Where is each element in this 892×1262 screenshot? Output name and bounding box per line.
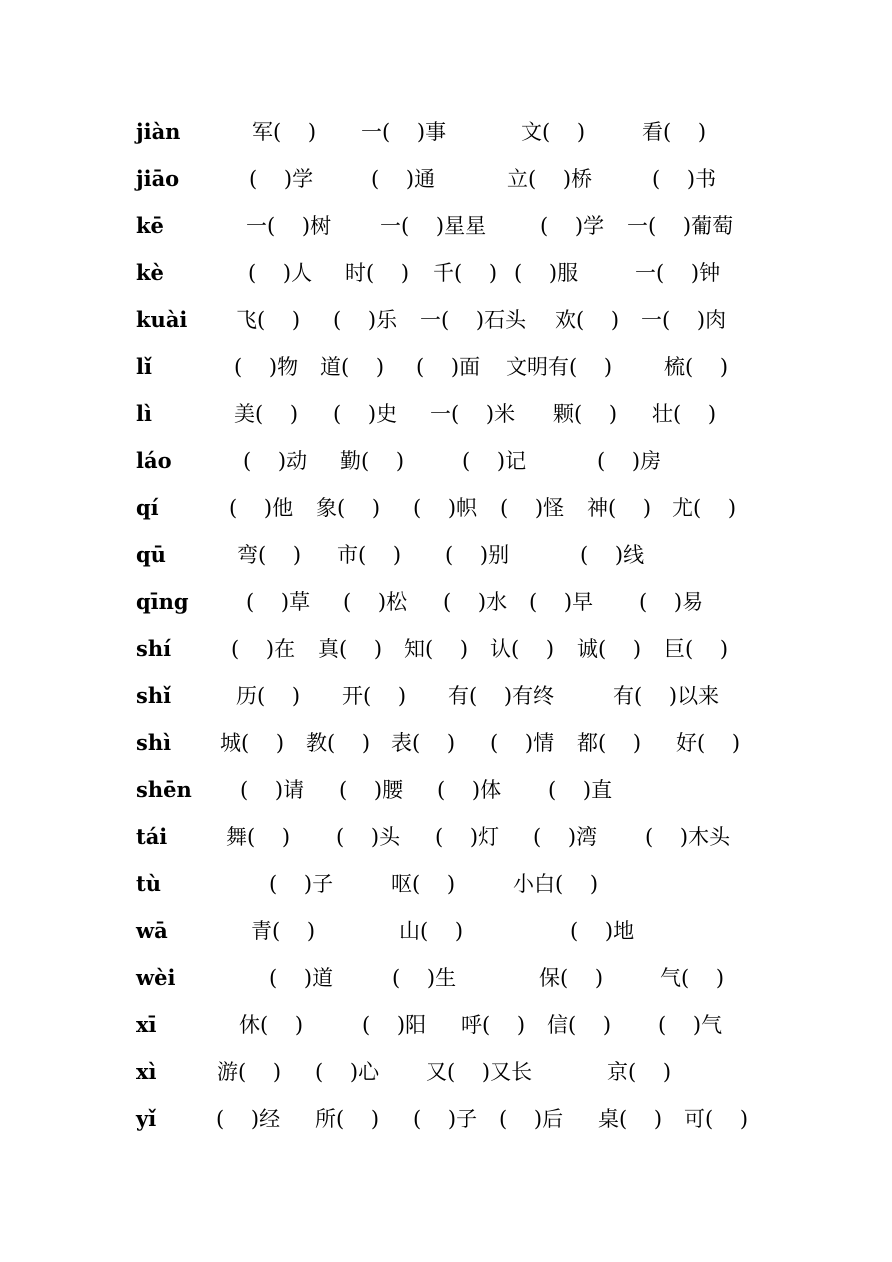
worksheet-row (0, 964, 892, 1011)
worksheet-row (0, 870, 892, 917)
fill-in-blank-item: 壮( ) (652, 402, 717, 426)
worksheet-row (0, 1105, 892, 1152)
pinyin-label: xì (136, 1059, 157, 1084)
pinyin-label: qīng (136, 589, 189, 614)
worksheet-row (0, 353, 892, 400)
fill-in-blank-item: 尤( ) (672, 496, 737, 520)
fill-in-blank-item: 青( ) (251, 919, 316, 943)
worksheet-row (0, 823, 892, 870)
fill-in-blank-item: 有( )以来 (613, 684, 720, 708)
fill-in-blank-item: 看( ) (642, 120, 707, 144)
fill-in-blank-item: ( )气 (658, 1013, 723, 1037)
fill-in-blank-item: ( )人 (248, 261, 313, 285)
fill-in-blank-item: 诚( ) (577, 637, 642, 661)
pinyin-label: shì (136, 730, 172, 755)
fill-in-blank-item: 欢( ) (555, 308, 620, 332)
pinyin-label: wèi (136, 965, 176, 990)
fill-in-blank-item: ( )木头 (645, 825, 731, 849)
pinyin-label: jiàn (136, 119, 181, 144)
fill-in-blank-item: ( )房 (597, 449, 662, 473)
worksheet-row (0, 541, 892, 588)
fill-in-blank-item: ( )草 (246, 590, 311, 614)
fill-in-blank-item: 神( ) (587, 496, 652, 520)
fill-in-blank-item: ( )在 (231, 637, 296, 661)
fill-in-blank-item: 城( ) (220, 731, 285, 755)
fill-in-blank-item: ( )面 (416, 355, 481, 379)
pinyin-label: shí (136, 636, 172, 661)
fill-in-blank-item: ( )动 (243, 449, 308, 473)
fill-in-blank-item: ( )松 (343, 590, 408, 614)
pinyin-label: qū (136, 542, 166, 567)
fill-in-blank-item: 信( ) (547, 1013, 612, 1037)
fill-in-blank-item: ( )学 (249, 167, 314, 191)
worksheet-row (0, 165, 892, 212)
worksheet-row (0, 306, 892, 353)
pinyin-label: kē (136, 213, 164, 238)
fill-in-blank-item: 游( ) (217, 1060, 282, 1084)
worksheet-row (0, 259, 892, 306)
pinyin-label: kè (136, 260, 164, 285)
fill-in-blank-item: 保( ) (539, 966, 604, 990)
pinyin-label: tù (136, 871, 161, 896)
fill-in-blank-item: ( )史 (333, 402, 398, 426)
fill-in-blank-item: 舞( ) (226, 825, 291, 849)
pinyin-label: kuài (136, 307, 188, 332)
fill-in-blank-item: 文明有( ) (506, 355, 613, 379)
fill-in-blank-item: 象( ) (316, 496, 381, 520)
fill-in-blank-item: 美( ) (234, 402, 299, 426)
fill-in-blank-item: ( )学 (540, 214, 605, 238)
fill-in-blank-item: ( )水 (443, 590, 508, 614)
fill-in-blank-item: 一( )事 (361, 120, 447, 144)
fill-in-blank-item: 巨( ) (664, 637, 729, 661)
fill-in-blank-item: 飞( ) (236, 308, 301, 332)
fill-in-blank-item: 都( ) (577, 731, 642, 755)
pinyin-label: shǐ (136, 683, 172, 708)
fill-in-blank-item: 一( )钟 (635, 261, 721, 285)
fill-in-blank-item: ( )直 (548, 778, 613, 802)
worksheet-row (0, 1011, 892, 1058)
fill-in-blank-item: 颗( ) (553, 402, 618, 426)
fill-in-blank-item: 小白( ) (513, 872, 599, 896)
worksheet-row (0, 400, 892, 447)
pinyin-label: wā (136, 918, 168, 943)
worksheet-row (0, 447, 892, 494)
fill-in-blank-item: 京( ) (607, 1060, 672, 1084)
fill-in-blank-item: 气( ) (660, 966, 725, 990)
worksheet-row (0, 118, 892, 165)
worksheet-row (0, 494, 892, 541)
worksheet-row (0, 588, 892, 635)
fill-in-blank-item: 市( ) (337, 543, 402, 567)
fill-in-blank-item: 时( ) (345, 261, 410, 285)
pinyin-label: jiāo (136, 166, 180, 191)
fill-in-blank-item: ( )服 (514, 261, 579, 285)
fill-in-blank-item: ( )子 (269, 872, 334, 896)
fill-in-blank-item: ( )请 (240, 778, 305, 802)
worksheet-row (0, 635, 892, 682)
fill-in-blank-item: ( )道 (269, 966, 334, 990)
fill-in-blank-item: 一( )葡萄 (627, 214, 734, 238)
fill-in-blank-item: ( )书 (652, 167, 717, 191)
fill-in-blank-item: ( )体 (437, 778, 502, 802)
pinyin-label: shēn (136, 777, 192, 802)
fill-in-blank-item: 呕( ) (391, 872, 456, 896)
fill-in-blank-item: ( )心 (315, 1060, 380, 1084)
worksheet-row (0, 1058, 892, 1105)
fill-in-blank-item: ( )生 (392, 966, 457, 990)
pinyin-label: xī (136, 1012, 157, 1037)
fill-in-blank-item: 军( ) (252, 120, 317, 144)
fill-in-blank-item: 休( ) (239, 1013, 304, 1037)
fill-in-blank-item: 呼( ) (461, 1013, 526, 1037)
fill-in-blank-item: ( )地 (570, 919, 635, 943)
fill-in-blank-item: 真( ) (318, 637, 383, 661)
fill-in-blank-item: ( )阳 (362, 1013, 427, 1037)
fill-in-blank-item: ( )通 (371, 167, 436, 191)
fill-in-blank-item: 又( )又长 (426, 1060, 533, 1084)
fill-in-blank-item: ( )帜 (413, 496, 478, 520)
fill-in-blank-item: 一( )米 (430, 402, 516, 426)
fill-in-blank-item: 梳( ) (664, 355, 729, 379)
fill-in-blank-item: 一( )石头 (420, 308, 527, 332)
fill-in-blank-item: ( )情 (490, 731, 555, 755)
fill-in-blank-item: ( )别 (445, 543, 510, 567)
fill-in-blank-item: 山( ) (399, 919, 464, 943)
worksheet-row (0, 682, 892, 729)
fill-in-blank-item: 教( ) (306, 731, 371, 755)
fill-in-blank-item: 好( ) (676, 731, 741, 755)
fill-in-blank-item: 立( )桥 (507, 167, 593, 191)
fill-in-blank-item: ( )湾 (533, 825, 598, 849)
worksheet-row (0, 917, 892, 964)
pinyin-label: lì (136, 401, 152, 426)
fill-in-blank-item: ( )头 (336, 825, 401, 849)
fill-in-blank-item: 认( ) (490, 637, 555, 661)
fill-in-blank-item: ( )易 (639, 590, 704, 614)
fill-in-blank-item: ( )腰 (339, 778, 404, 802)
fill-in-blank-item: ( )子 (413, 1107, 478, 1131)
fill-in-blank-item: ( )乐 (333, 308, 398, 332)
fill-in-blank-item: 文( ) (521, 120, 586, 144)
fill-in-blank-item: 一( )星星 (380, 214, 487, 238)
fill-in-blank-item: 知( ) (404, 637, 469, 661)
fill-in-blank-item: 历( ) (236, 684, 301, 708)
worksheet-row (0, 776, 892, 823)
pinyin-label: láo (136, 448, 172, 473)
fill-in-blank-item: 可( ) (684, 1107, 749, 1131)
fill-in-blank-item: ( )早 (529, 590, 594, 614)
fill-in-blank-item: 千( ) (433, 261, 498, 285)
fill-in-blank-item: 开( ) (342, 684, 407, 708)
pinyin-label: yǐ (136, 1106, 157, 1131)
fill-in-blank-item: 一( )肉 (641, 308, 727, 332)
fill-in-blank-item: 表( ) (391, 731, 456, 755)
fill-in-blank-item: 勤( ) (340, 449, 405, 473)
fill-in-blank-item: ( )灯 (435, 825, 500, 849)
fill-in-blank-item: 弯( ) (237, 543, 302, 567)
fill-in-blank-item: ( )他 (229, 496, 294, 520)
fill-in-blank-item: ( )后 (499, 1107, 564, 1131)
pinyin-label: tái (136, 824, 168, 849)
fill-in-blank-item: ( )记 (462, 449, 527, 473)
worksheet-row (0, 729, 892, 776)
fill-in-blank-item: 桌( ) (598, 1107, 663, 1131)
fill-in-blank-item: 一( )树 (246, 214, 332, 238)
pinyin-label: qí (136, 495, 159, 520)
fill-in-blank-item: 道( ) (320, 355, 385, 379)
fill-in-blank-item: 有( )有终 (448, 684, 555, 708)
pinyin-label: lǐ (136, 354, 152, 379)
fill-in-blank-item: 所( ) (315, 1107, 380, 1131)
worksheet-row (0, 212, 892, 259)
fill-in-blank-item: ( )物 (234, 355, 299, 379)
fill-in-blank-item: ( )经 (216, 1107, 281, 1131)
fill-in-blank-item: ( )线 (580, 543, 645, 567)
fill-in-blank-item: ( )怪 (500, 496, 565, 520)
